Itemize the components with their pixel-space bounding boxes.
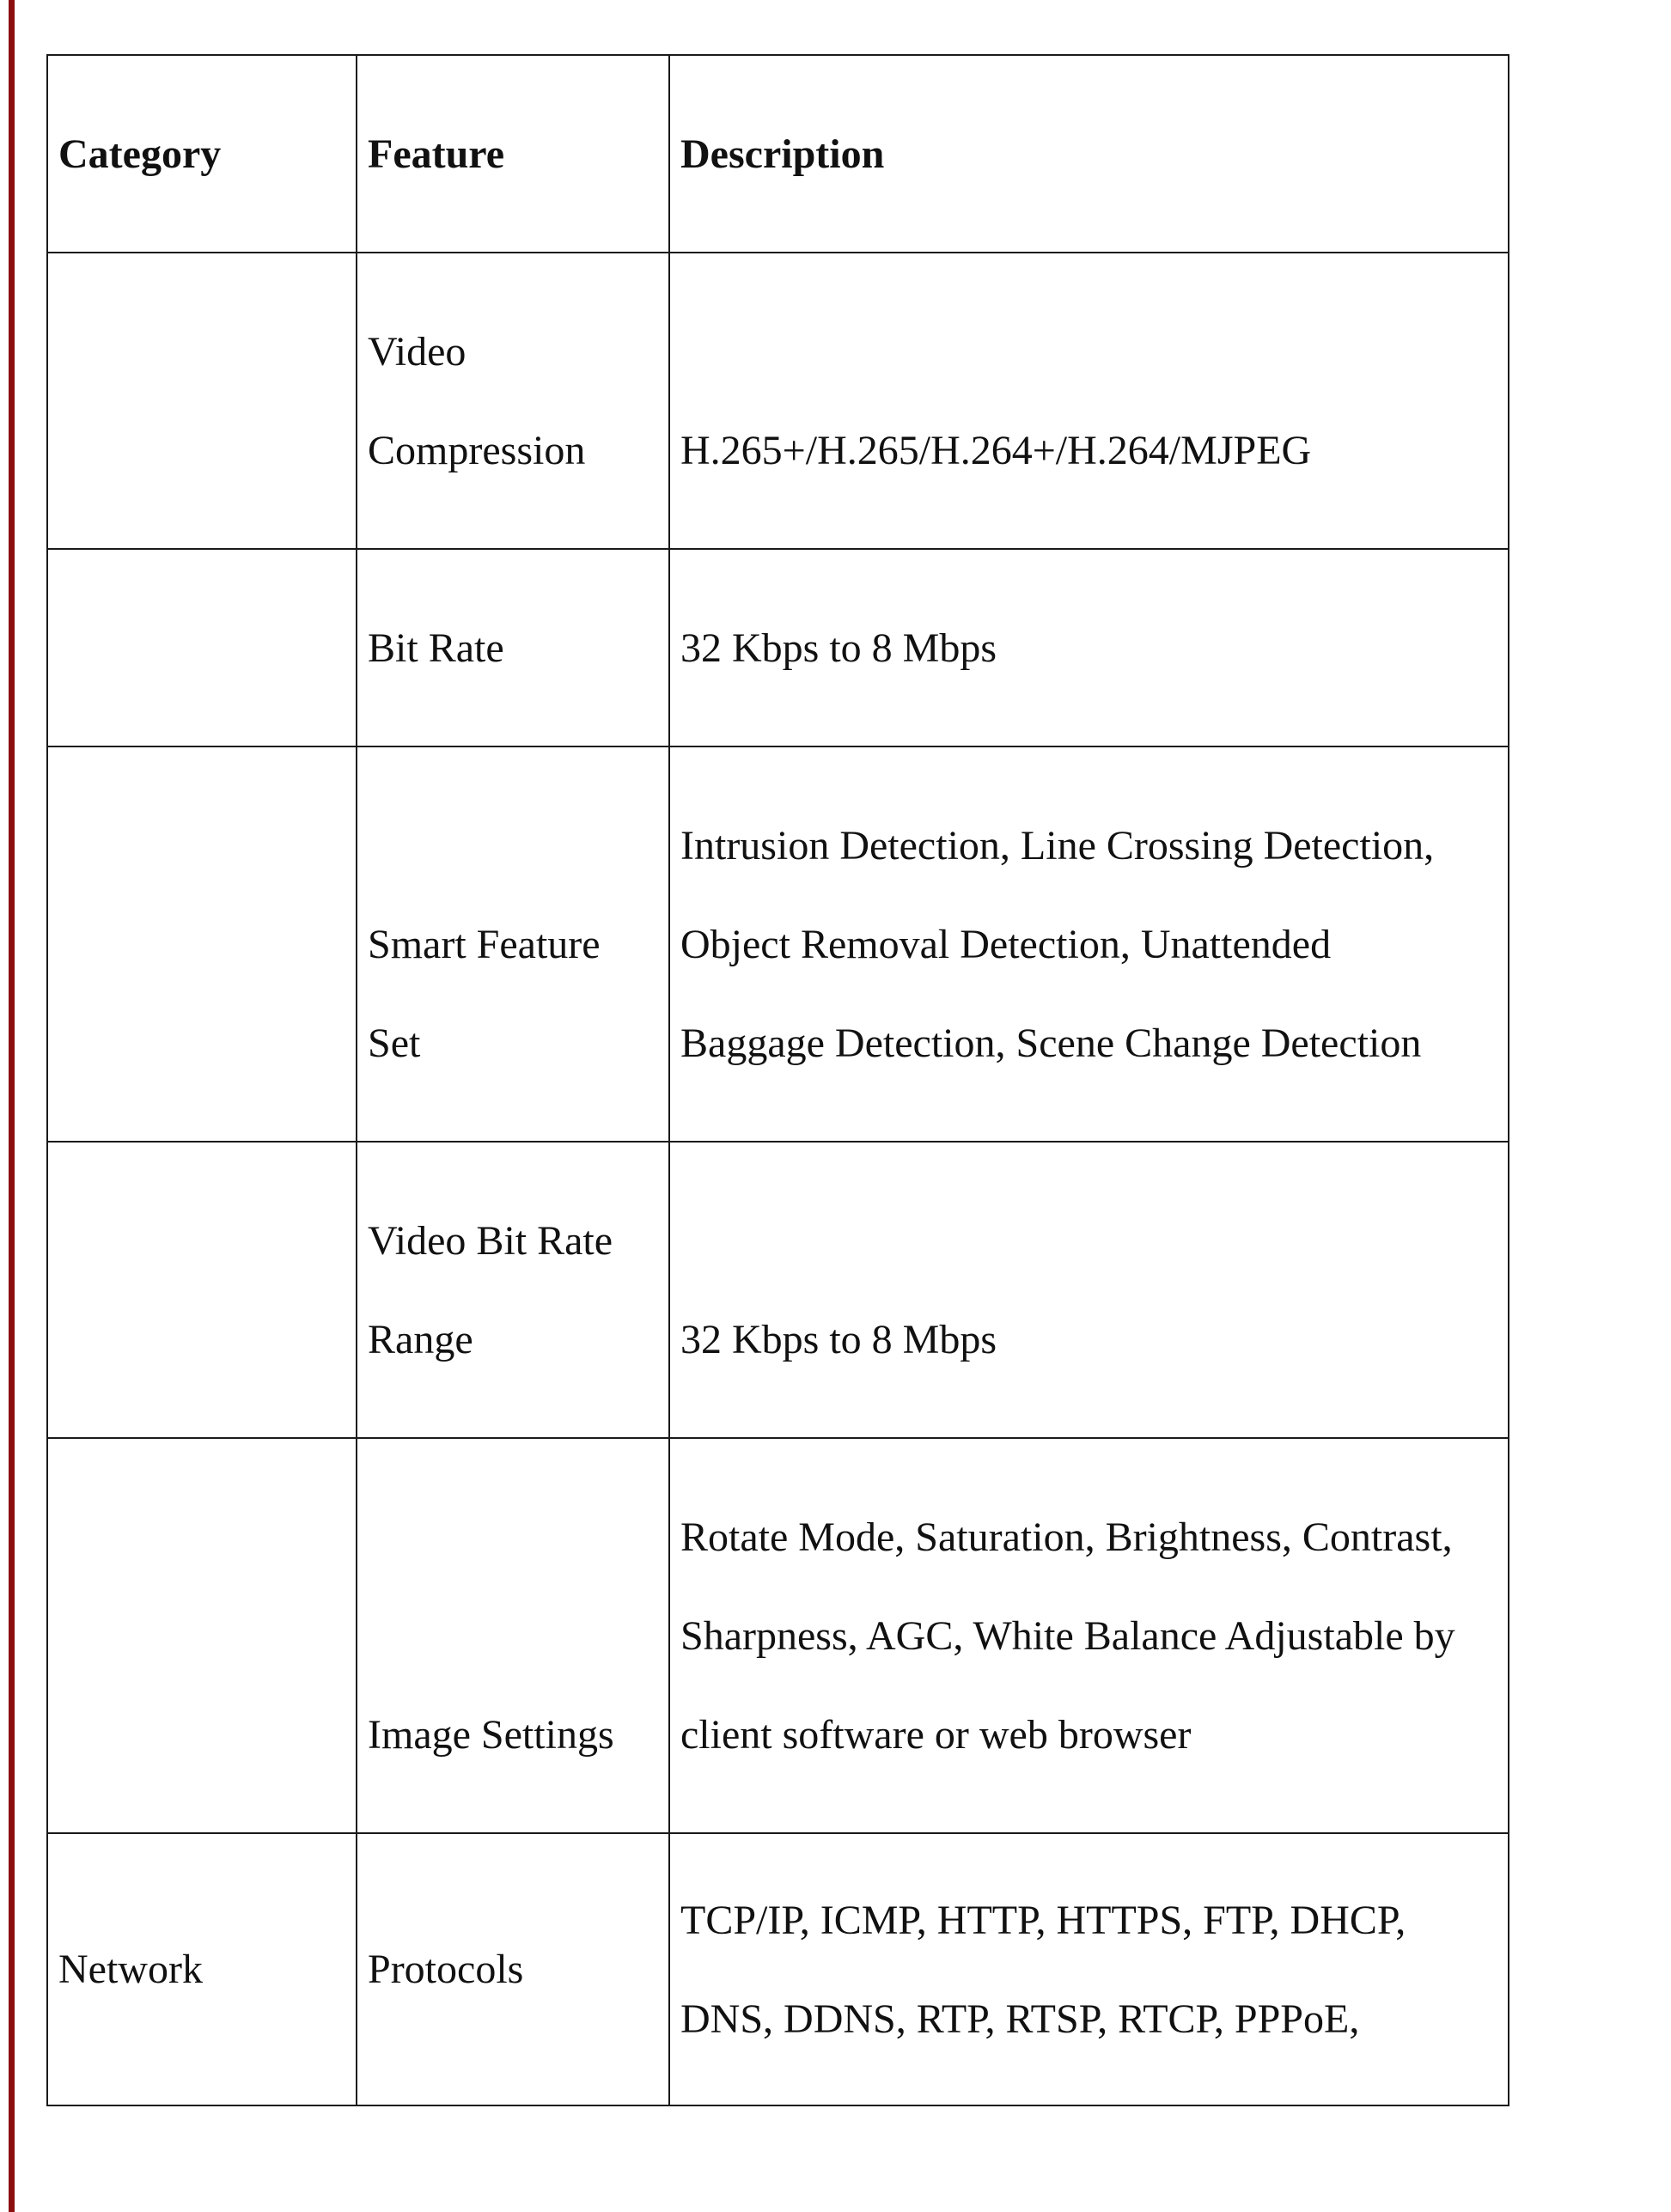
left-margin-rule (9, 0, 15, 2212)
feature-line: Protocols (368, 1947, 524, 1992)
feature-line: Set (368, 1020, 421, 1066)
description-cell (669, 253, 1509, 549)
description-line: Object Removal Detection, Unattended (680, 921, 1332, 967)
description-line: Intrusion Detection, Line Crossing Detection, (680, 822, 1435, 868)
feature-line: Image Settings (368, 1711, 614, 1758)
description-line: 32 Kbps to 8 Mbps (680, 625, 997, 671)
description-cell (669, 1142, 1509, 1438)
table-header-row (47, 55, 1509, 253)
header-feature: Feature (357, 55, 669, 253)
description-line: Sharpness, AGC, White Balance Adjustable by (680, 1612, 1455, 1659)
category-cell: Network (47, 1833, 357, 2105)
description-cell (669, 549, 1509, 746)
description-line: client software or web browser (680, 1711, 1192, 1758)
description-line: Baggage Detection, Scene Change Detection (680, 1020, 1422, 1066)
table-row (47, 1438, 1509, 1833)
feature-line: Video Bit Rate (368, 1217, 613, 1264)
category-cell (47, 549, 357, 746)
feature-line (368, 1488, 658, 1587)
description-line: DNS, DDNS, RTP, RTSP, RTCP, PPPoE, (680, 1996, 1360, 2042)
table-row (47, 549, 1509, 746)
feature-line: Smart Feature (368, 921, 601, 967)
feature-line: Range (368, 1316, 473, 1362)
feature-line: Video (368, 328, 467, 375)
category-cell (47, 1142, 357, 1438)
spec-table (46, 54, 1509, 2106)
description-line: H.265+/H.265/H.264+/H.264/MJPEG (680, 427, 1312, 473)
description-line: Rotate Mode, Saturation, Brightness, Contrast, (680, 1514, 1453, 1560)
description-cell (669, 1833, 1509, 2105)
category-cell (47, 746, 357, 1142)
feature-line (368, 1587, 658, 1685)
table-row (47, 253, 1509, 549)
header-description: Description (669, 55, 1509, 253)
description-line: TCP/IP, ICMP, HTTP, HTTPS, FTP, DHCP, (680, 1897, 1406, 1943)
feature-cell (357, 1438, 669, 1833)
feature-cell (357, 1142, 669, 1438)
feature-cell (357, 1833, 669, 2105)
table-row (47, 746, 1509, 1142)
description-line (680, 302, 1497, 401)
feature-cell (357, 253, 669, 549)
description-line: 32 Kbps to 8 Mbps (680, 1316, 997, 1362)
description-line (680, 1191, 1497, 1290)
category-cell (47, 253, 357, 549)
feature-line (368, 796, 658, 895)
table-row (47, 1142, 1509, 1438)
description-cell (669, 746, 1509, 1142)
description-cell (669, 1438, 1509, 1833)
feature-line: Bit Rate (368, 625, 504, 671)
category-cell (47, 1438, 357, 1833)
feature-cell (357, 746, 669, 1142)
feature-line: Compression (368, 427, 586, 473)
feature-cell (357, 549, 669, 746)
table-row (47, 1833, 1509, 2105)
header-category: Category (47, 55, 357, 253)
